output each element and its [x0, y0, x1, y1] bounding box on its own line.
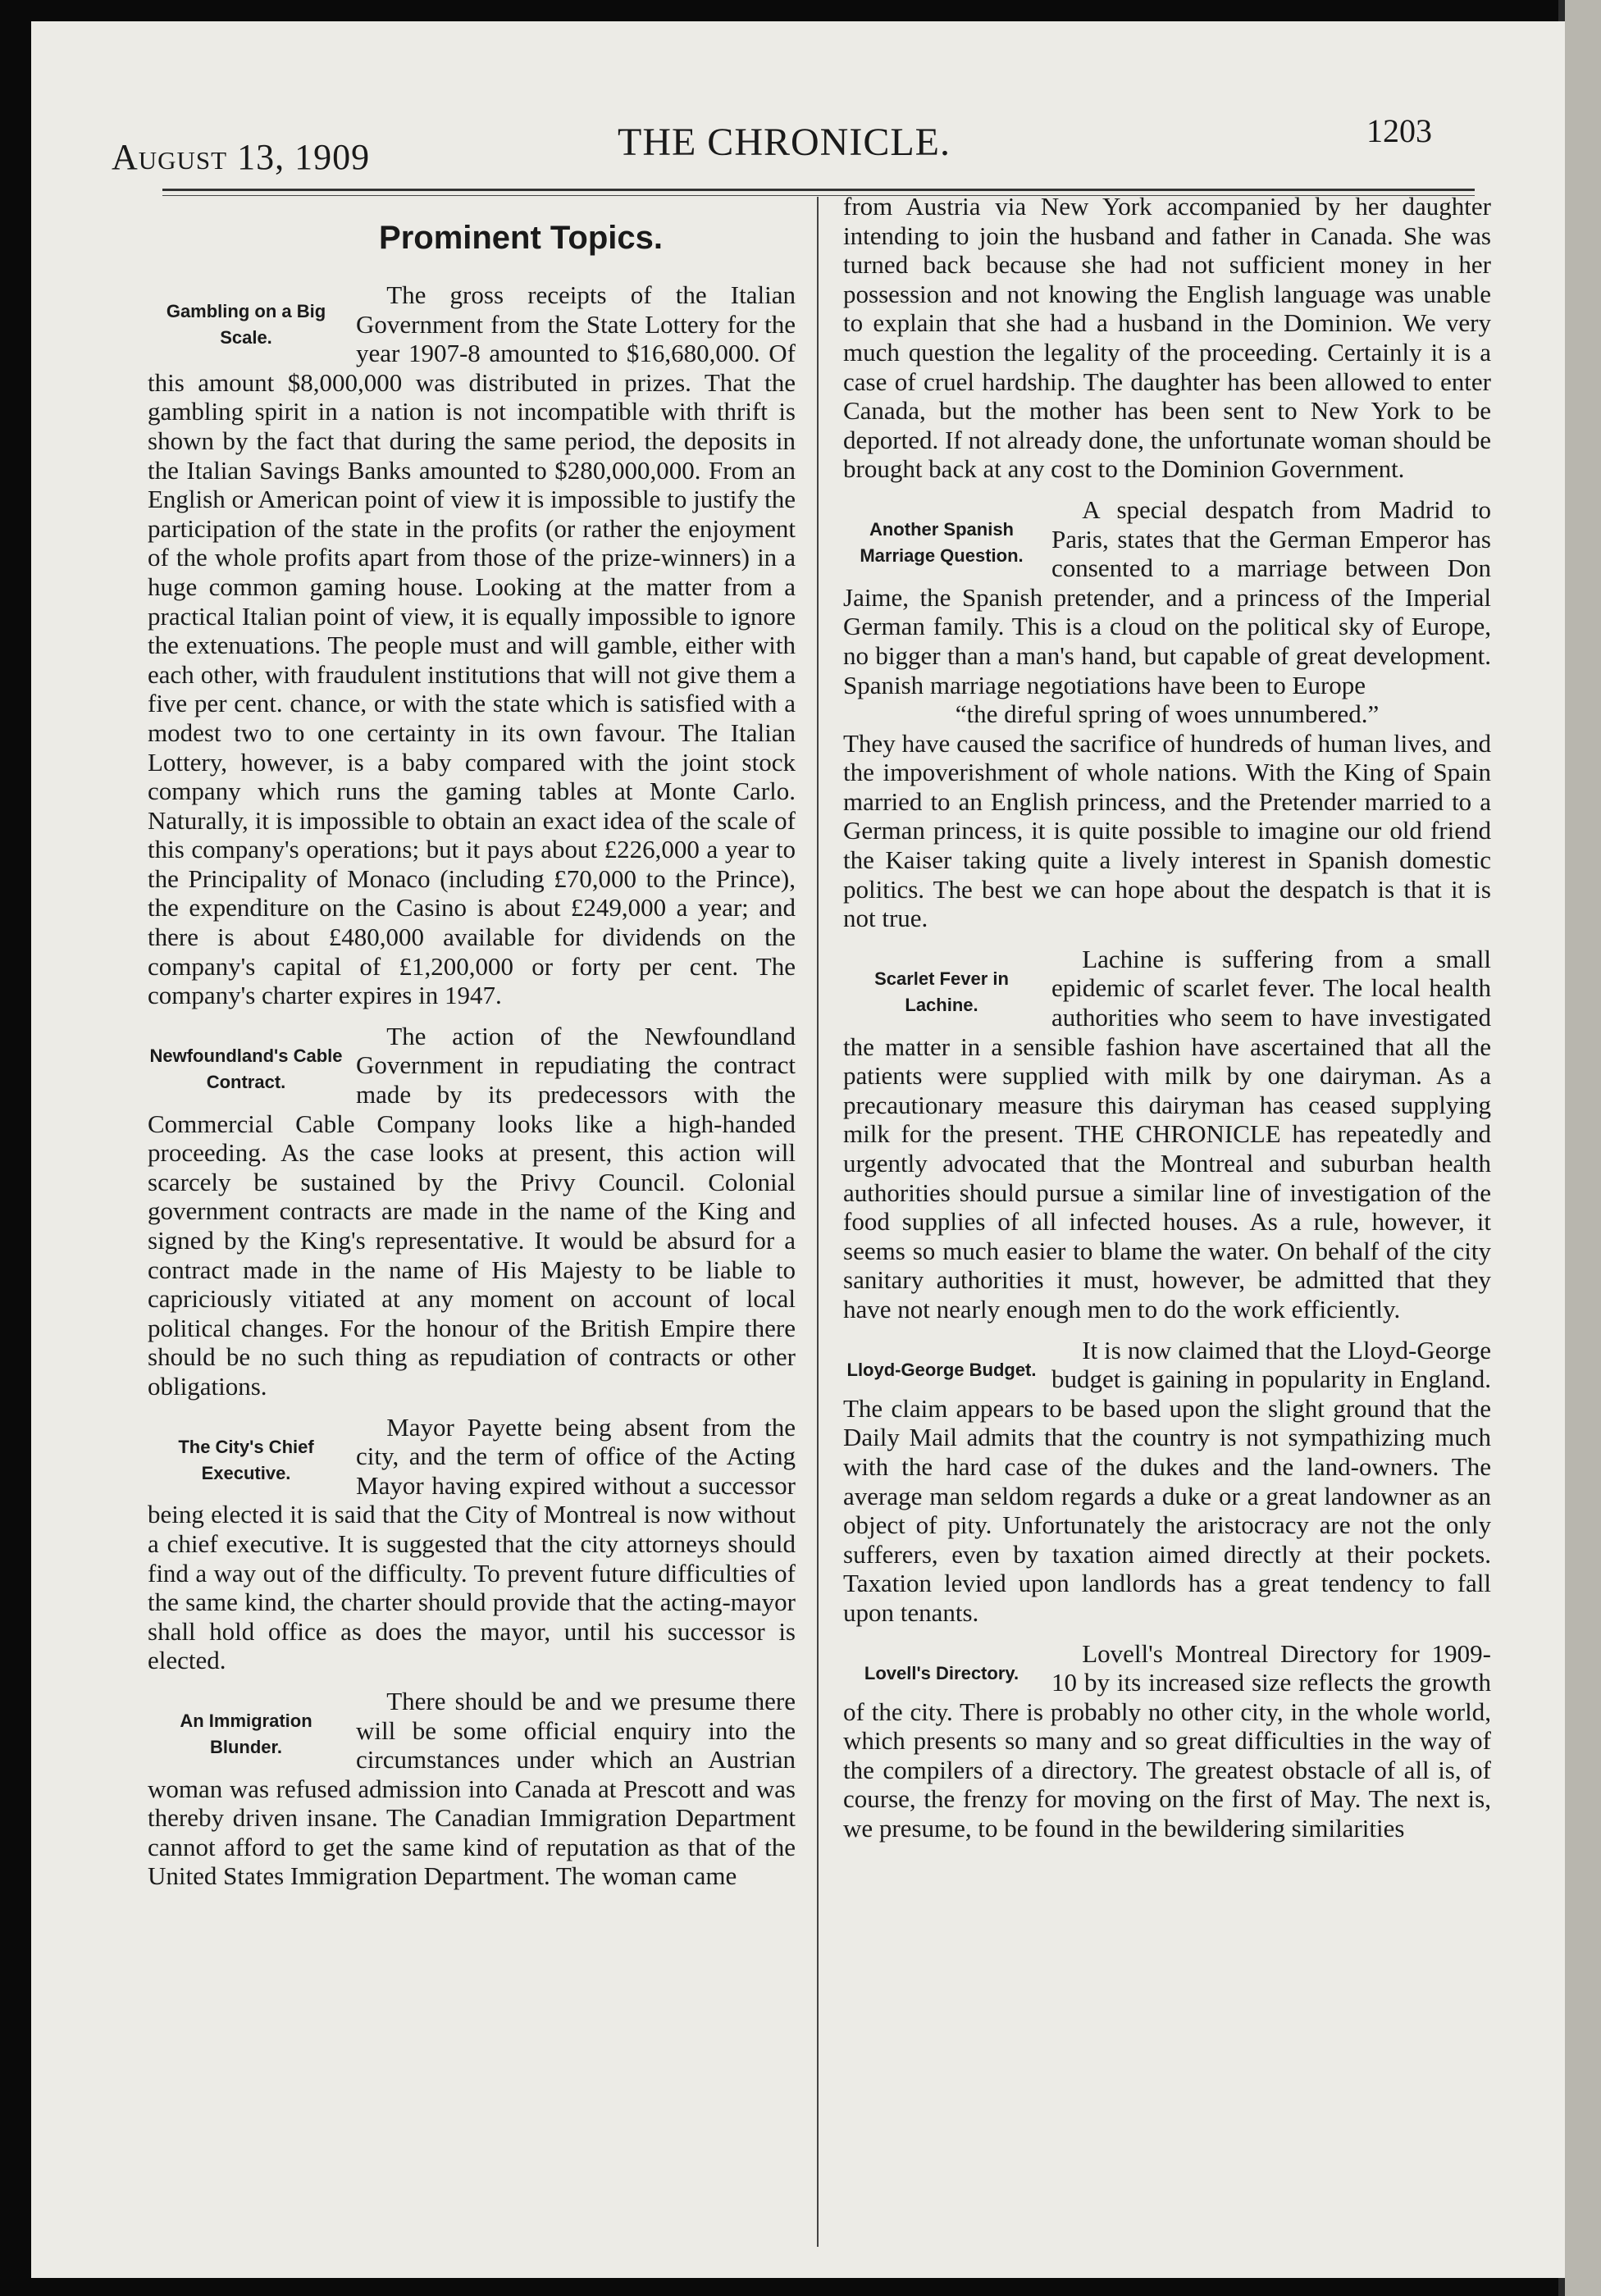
side-heading: An Immigration Blunder. — [180, 1710, 312, 1757]
article-newfoundland — [148, 1022, 796, 1401]
column-separator — [817, 197, 819, 2247]
publication-title: THE CHRONICLE. — [618, 121, 951, 164]
side-heading: Lloyd-George Budget. — [846, 1359, 1037, 1380]
issue-date: August 13, 1909 — [112, 137, 371, 177]
article-scarlet-fever — [843, 945, 1491, 1324]
article-text: Lovell's Montreal Directory for 1909-10 by its increased size reflects the growth of the city. There is probably no other city, in the whole world, which presents so many and so great difficulties in the way of the compilers of a directory. The greatest obstacle of all is, of course, the frenzy for moving on the first of May. The next is, we presume, to be found in the bewildering similarities — [843, 1638, 1491, 1843]
side-heading: Lovell's Directory. — [864, 1662, 1019, 1683]
side-heading: Gambling on a Big Scale. — [166, 301, 326, 348]
side-heading: Another Spanish Marriage Question. — [860, 518, 1024, 566]
article-quote: “the direful spring of woes unnumbered.” — [955, 699, 1380, 729]
article-text: Lachine is suffering from a small epidemic of scarlet fever. The local health authorities who seem to have investigated the matter in a sensible fashion have ascertained that all the patients were supplied with milk by one dairyman. As a precautionary measure this dairyman has ceased supplying milk for the present. THE CHRONICLE has repeatedly and urgently advocated that the Montreal and suburban health authorities should pursue a similar line of investigation of the food supplies of all infected houses. As a rule, however, it seems so much easier to blame the water. On behalf of the city sanitary authorities it must, however, be admitted that they have not nearly enough men to do the work efficiently. — [843, 944, 1491, 1323]
continued-text: from Austria via New York accompanied by her daughter intending to join the husband and father in Canada. She was turned back because she had not sufficient money in her possession and not knowing the English language was unable to explain that she had a husband in the Dominion. We very much question the legality of the proceeding. Certainly it is a case of cruel hardship. The daughter has been allowed to enter Canada, but the mother has been sent to New York to be deported. If not already done, the unfortunate woman should be brought back at any cost to the Dominion Government. — [843, 192, 1491, 484]
article-lovells-directory — [843, 1639, 1491, 1843]
side-heading: The City's Chief Executive. — [178, 1436, 314, 1483]
article-text: It is now claimed that the Lloyd-George budget is gaining in popularity in England. The claim appears to be based upon the slight ground that the Daily Mail admits that the country is not sympathizing much with the hard case of the dukes and the land-owners. The average man seldom regards a duke or a great landowner as an object of pity. Unfortunately the aristocracy are not the only sufferers, even by taxation aimed directly at their pockets. Taxation levied upon landlords has a great tendency to fall upon tenants. — [843, 1335, 1491, 1627]
left-column — [148, 220, 796, 1891]
right-column — [843, 192, 1491, 1843]
page-number: 1203 — [1366, 112, 1432, 149]
side-heading: Scarlet Fever in Lachine. — [874, 968, 1009, 1015]
page-edge-strip — [1562, 0, 1601, 2296]
article-lloyd-george — [843, 1336, 1491, 1628]
article-text: They have caused the sacrifice of hundreds of human lives, and the impoverishment of whole nations. With the King of Spain married to an English princess, and the Pretender married to a German princess, it is quite possible to imagine our old friend the Kaiser taking quite a lively interest in Spanish domestic politics. The best we can hope about the despatch is that it is not true. — [843, 728, 1491, 933]
header-rule-thick — [162, 189, 1475, 191]
article-text: Mayor Payette being absent from the city, and the term of office of the Acting Mayor having expired without a successor being elected it is said that the City of Montreal is now without a chief executive. It is suggested that the city attorneys should find a way out of the difficulty. To prevent future difficulties of the same kind, the charter should provide that the acting-mayor shall hold office as does the mayor, until his successor is elected. — [148, 1412, 796, 1675]
article-text: A special despatch from Madrid to Paris, states that the German Emperor has consented to a marriage between Don Jaime, the Spanish pretender, and a princess of the Imperial German family. This is a cloud on the political sky of Europe, no bigger than a man's hand, but capable of great development. Spanish marriage negotiations have been to Europe — [843, 494, 1491, 699]
article-text: The gross receipts of the Italian Government from the State Lottery for the year 1907-8 amounted to $16,680,000. Of this amount $8,000,000 was distributed in prizes. That the gambling spirit in a nation is not incompatible with thrift is shown by the fact that during the same period, the deposits in the Italian Savings Banks amounted to $280,000,000. From an English or American point of view it is impossible to justify the participation of the state in the profits (or rather the enjoyment of the whole profits apart from those of the prize-winners) in a huge common gaming house. Looking at the matter from a practical Italian point of view, it is equally impossible to ignore the extenuations. The people must and will gamble, either with each other, with fraudulent institutions that will not give them a five per cent. chance, or with the state which is satisfied with a modest two to one certainty in its own favour. The Italian Lottery, however, is a baby compared with the joint stock company which runs the gaming tables at Monte Carlo. Naturally, it is impossible to obtain an exact idea of the scale of this company's operations; but it pays about £226,000 a year to the Principality of Monaco (including £70,000 to the Prince), the expenditure on the Casino is about £249,000 a year; and there is about £480,000 available for dividends on the company's capital of £1,200,000 or forty per cent. The company's charter expires in 1947. — [148, 280, 796, 1010]
article-spanish-marriage — [843, 495, 1491, 933]
article-text: The action of the Newfoundland Government in repudiating the contract made by its predecessors with the Commercial Cable Company looks like a high-handed proceeding. As the case looks at present, this action will scarcely be sustained by the Privy Council. Colonial government contracts are made in the name of the King and signed by the King's representative. It would be absurd for a contract made in the name of His Majesty to be liable to capriciously vitiated at any moment on account of local political changes. For the honour of the British Empire there should be no such thing as repudiation of contracts or other obligations. — [148, 1021, 796, 1401]
article-immigration — [148, 1687, 796, 1891]
side-heading: Newfoundland's Cable Contract. — [149, 1045, 343, 1092]
article-gambling — [148, 280, 796, 1010]
section-title: Prominent Topics. — [379, 220, 663, 256]
newspaper-page — [31, 21, 1565, 2278]
article-chief-executive — [148, 1413, 796, 1675]
article-text: There should be and we presume there will be some official enquiry into the circumstances under which an Austrian woman was refused admission into Canada at Prescott and was thereby driven insane. The Canadian Immigration Department cannot afford to get the same kind of reputation as that of the United States Immigration Department. The woman came — [148, 1686, 796, 1891]
